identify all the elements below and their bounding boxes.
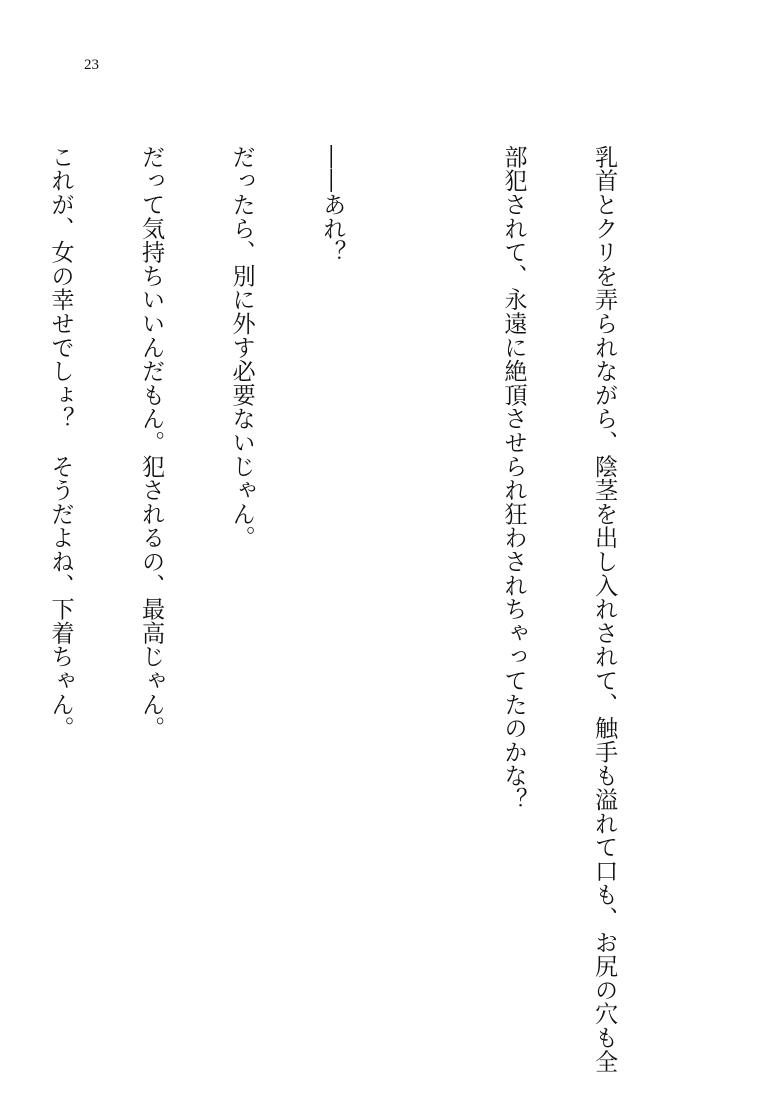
text-line: ――あれ？ — [318, 145, 346, 264]
text-line: だったら、別に外す必要ないじゃん。 — [228, 145, 256, 550]
text-line: だって気持ちいいんだもん。犯されるの、最高じゃん。 — [137, 145, 165, 740]
body-text — [0, 145, 679, 1074]
text-line: これが、女の幸せでしょ？ そうだよね、下着ちゃん。 — [46, 145, 74, 740]
blank-line — [407, 145, 437, 1005]
page-number: 23 — [84, 57, 99, 73]
text-line: 乳首とクリを弄られながら、陰茎を出し入れされて、触手も溢れて口も、お尻の穴も全 — [590, 145, 618, 1074]
text-line: 部犯されて、永遠に絶頂させられ狂わされちゃってたのかな？ — [499, 145, 527, 812]
